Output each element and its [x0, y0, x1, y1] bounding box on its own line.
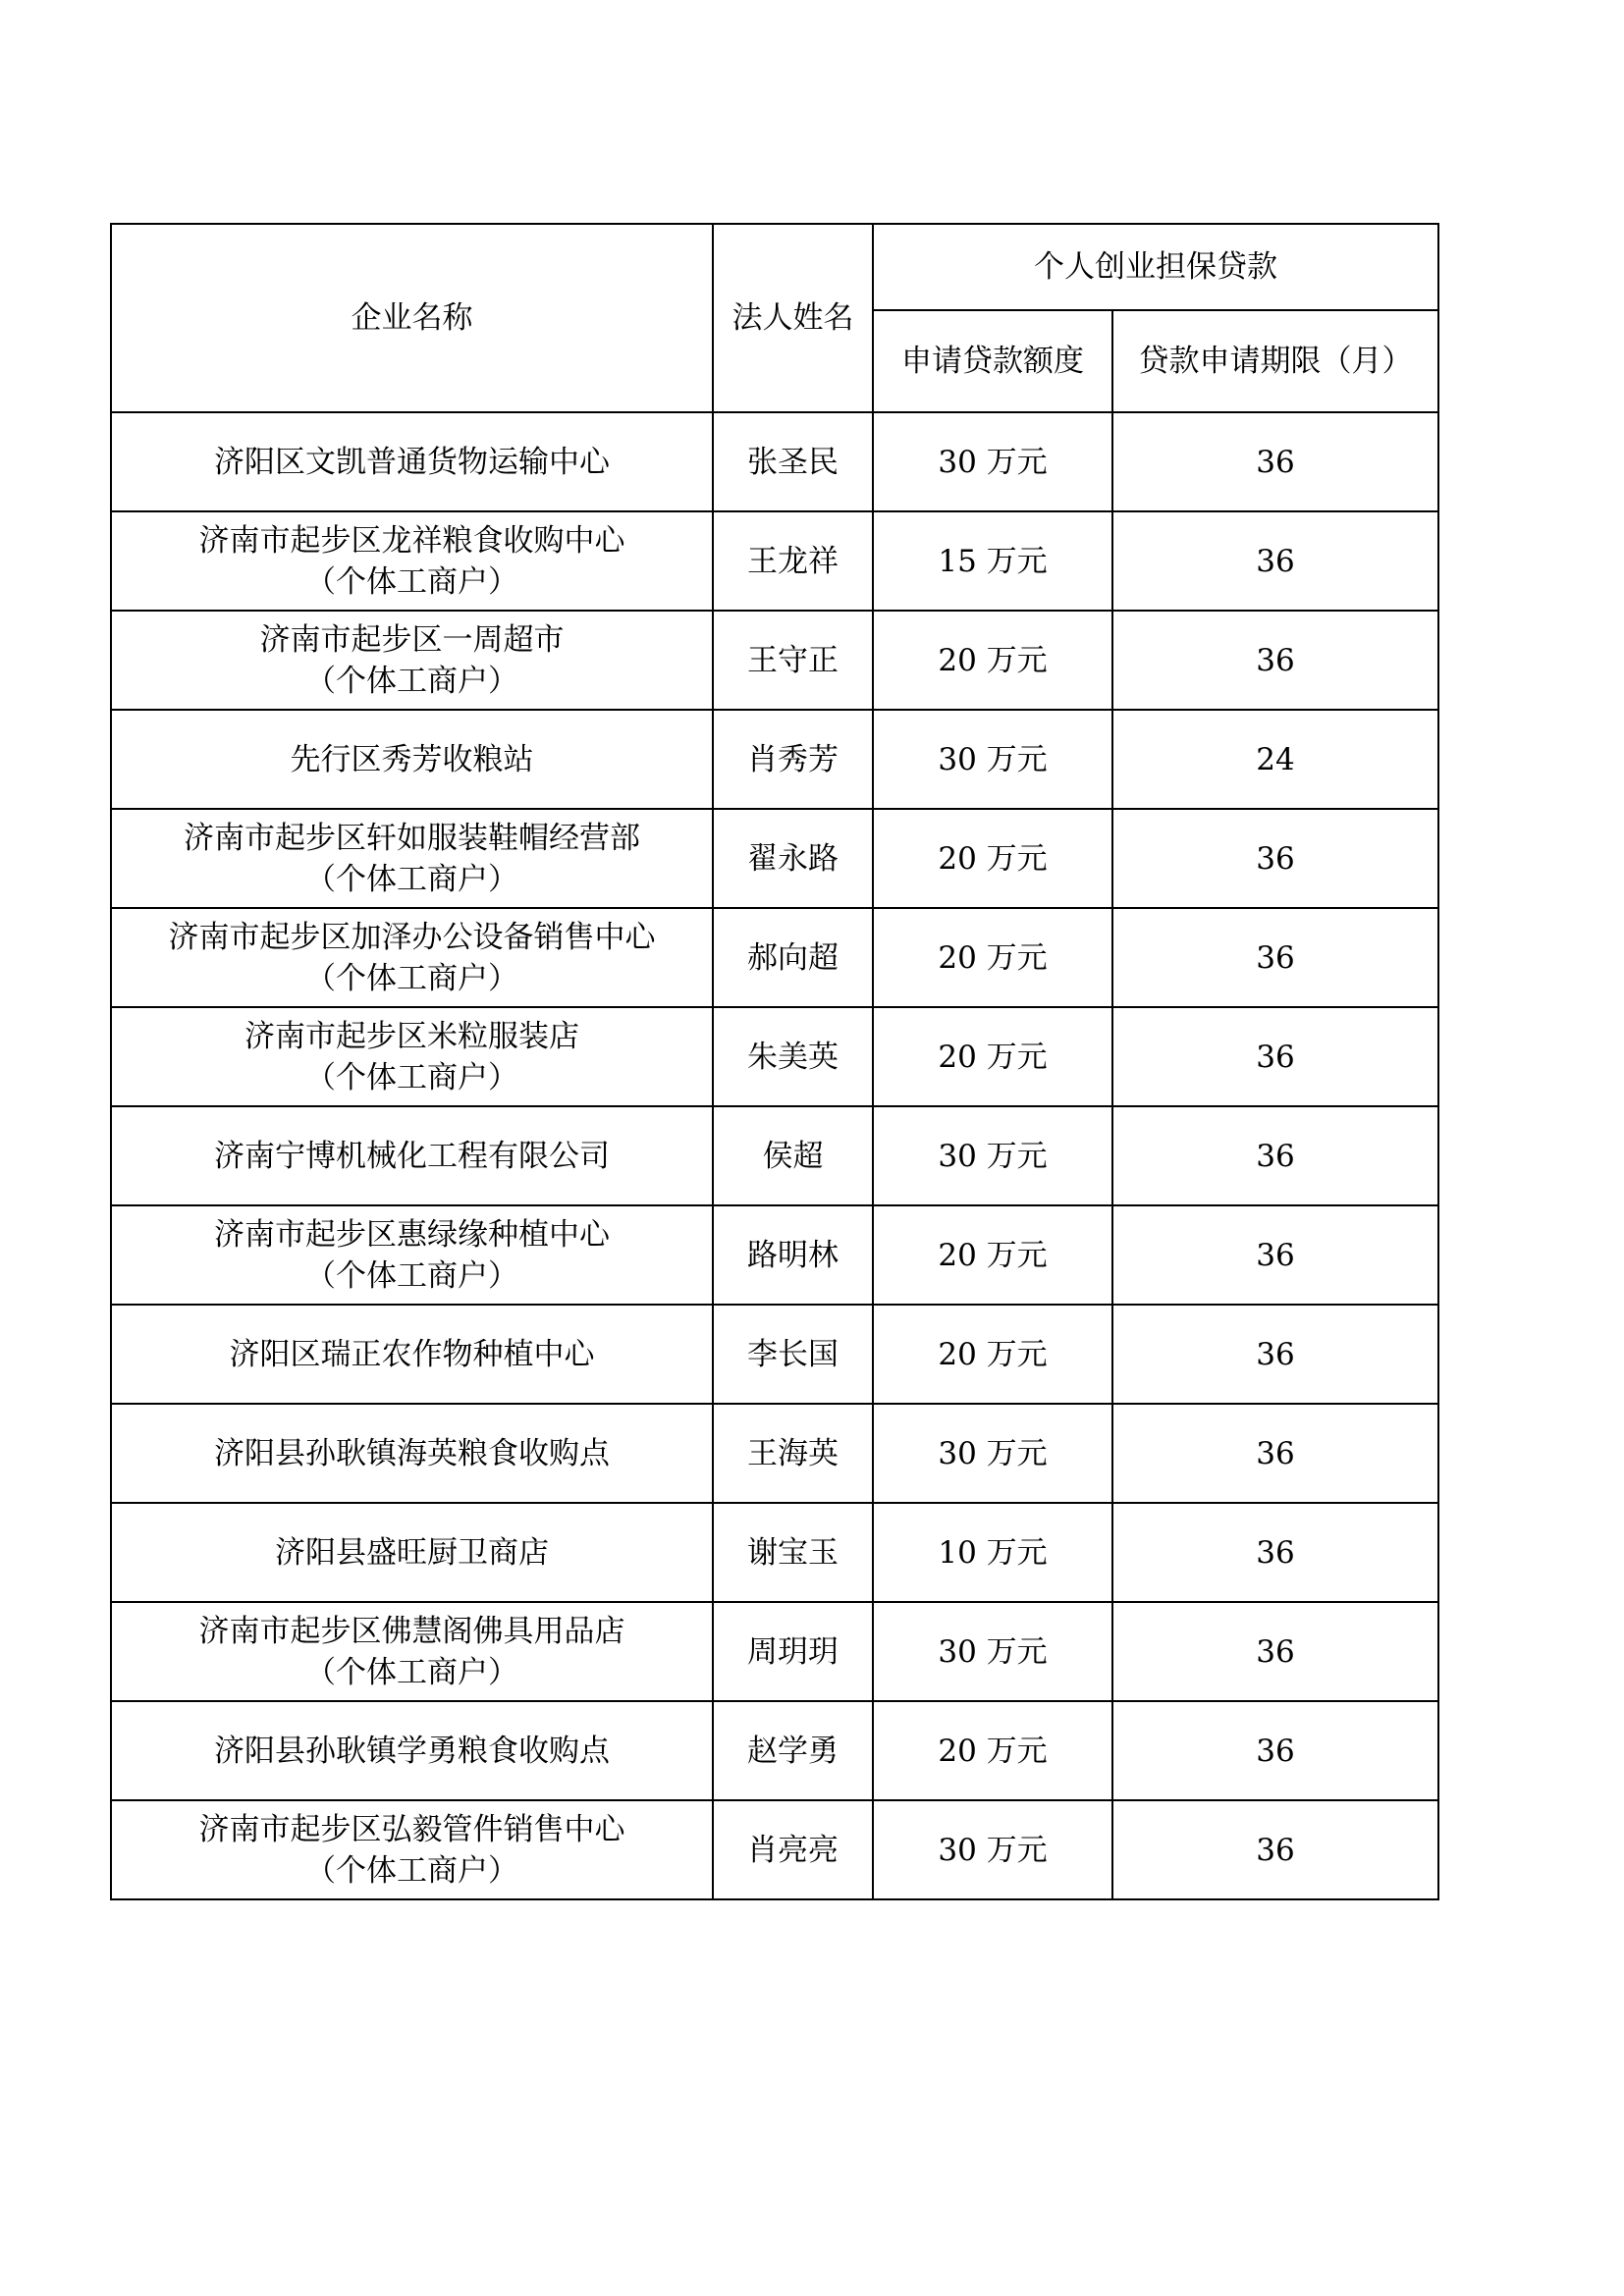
company-type-note: （个体工商户） — [305, 1852, 518, 1889]
legal-person-cell: 肖秀芳 — [713, 710, 873, 809]
loan-amount-cell: 20 万元 — [873, 809, 1112, 908]
loan-amount-cell: 30 万元 — [873, 412, 1112, 511]
company-name: 济南市起步区佛慧阁佛具用品店 — [198, 1613, 625, 1649]
loan-amount-cell: 20 万元 — [873, 1205, 1112, 1305]
header-company-name: 企业名称 — [111, 224, 713, 412]
loan-term-cell: 36 — [1112, 511, 1438, 611]
company-cell — [111, 1800, 713, 1899]
company-name: 济阳区文凯普通货物运输中心 — [214, 444, 610, 480]
header-legal-person: 法人姓名 — [713, 224, 873, 412]
company-cell — [111, 908, 713, 1007]
loan-amount-cell: 20 万元 — [873, 1305, 1112, 1404]
company-name: 济阳区瑞正农作物种植中心 — [229, 1336, 595, 1372]
header-loan-term: 贷款申请期限（月） — [1112, 310, 1438, 412]
loan-term-cell: 36 — [1112, 1106, 1438, 1205]
loan-table — [110, 223, 1439, 1900]
table-row — [111, 710, 1438, 809]
loan-term-cell: 36 — [1112, 809, 1438, 908]
company-type-note: （个体工商户） — [305, 960, 518, 996]
loan-term-cell: 36 — [1112, 1800, 1438, 1899]
table-row — [111, 511, 1438, 611]
loan-amount-cell: 30 万元 — [873, 1602, 1112, 1701]
loan-amount-cell: 20 万元 — [873, 908, 1112, 1007]
header-loan-group: 个人创业担保贷款 — [873, 224, 1438, 310]
legal-person-cell: 周玥玥 — [713, 1602, 873, 1701]
table-row — [111, 1106, 1438, 1205]
company-name: 济南市起步区轩如服装鞋帽经营部 — [184, 820, 640, 856]
company-name: 济南市起步区弘毅管件销售中心 — [198, 1811, 625, 1847]
loan-term-cell: 36 — [1112, 908, 1438, 1007]
table-row — [111, 1602, 1438, 1701]
company-type-note: （个体工商户） — [305, 861, 518, 897]
table-row — [111, 809, 1438, 908]
company-name: 济南市起步区米粒服装店 — [244, 1018, 579, 1054]
company-name: 济南市起步区惠绿缘种植中心 — [214, 1216, 610, 1253]
table-row — [111, 908, 1438, 1007]
company-name: 先行区秀芳收粮站 — [290, 741, 534, 777]
header-loan-amount: 申请贷款额度 — [873, 310, 1112, 412]
legal-person-cell: 赵学勇 — [713, 1701, 873, 1800]
loan-term-cell: 24 — [1112, 710, 1438, 809]
legal-person-cell: 翟永路 — [713, 809, 873, 908]
company-cell — [111, 412, 713, 511]
company-cell — [111, 1701, 713, 1800]
company-cell — [111, 1503, 713, 1602]
loan-amount-cell: 20 万元 — [873, 1007, 1112, 1106]
legal-person-cell: 侯超 — [713, 1106, 873, 1205]
company-name: 济阳县孙耿镇学勇粮食收购点 — [214, 1733, 610, 1769]
table-row — [111, 412, 1438, 511]
company-cell — [111, 1404, 713, 1503]
table-row — [111, 1205, 1438, 1305]
loan-amount-cell: 30 万元 — [873, 1106, 1112, 1205]
table-row — [111, 1305, 1438, 1404]
company-name: 济南市起步区一周超市 — [259, 621, 565, 658]
legal-person-cell: 肖亮亮 — [713, 1800, 873, 1899]
company-cell — [111, 511, 713, 611]
loan-term-cell: 36 — [1112, 1503, 1438, 1602]
legal-person-cell: 路明林 — [713, 1205, 873, 1305]
company-cell — [111, 1007, 713, 1106]
legal-person-cell: 朱美英 — [713, 1007, 873, 1106]
table-row — [111, 1503, 1438, 1602]
company-name: 济南市起步区加泽办公设备销售中心 — [168, 919, 656, 955]
loan-term-cell: 36 — [1112, 1404, 1438, 1503]
loan-term-cell: 36 — [1112, 1701, 1438, 1800]
legal-person-cell: 王龙祥 — [713, 511, 873, 611]
table-row — [111, 1007, 1438, 1106]
loan-term-cell: 36 — [1112, 611, 1438, 710]
loan-term-cell: 36 — [1112, 1602, 1438, 1701]
company-type-note: （个体工商户） — [305, 1059, 518, 1095]
legal-person-cell: 王海英 — [713, 1404, 873, 1503]
table-body — [111, 412, 1438, 1899]
company-name: 济阳县盛旺厨卫商店 — [275, 1534, 549, 1571]
loan-term-cell: 36 — [1112, 1205, 1438, 1305]
legal-person-cell: 郝向超 — [713, 908, 873, 1007]
legal-person-cell: 谢宝玉 — [713, 1503, 873, 1602]
company-name: 济南宁博机械化工程有限公司 — [214, 1138, 610, 1174]
table-row — [111, 1404, 1438, 1503]
company-cell — [111, 809, 713, 908]
company-name: 济南市起步区龙祥粮食收购中心 — [198, 522, 625, 559]
company-cell — [111, 1106, 713, 1205]
loan-amount-cell: 20 万元 — [873, 611, 1112, 710]
company-cell — [111, 1305, 713, 1404]
table-row — [111, 1701, 1438, 1800]
table-row — [111, 611, 1438, 710]
loan-amount-cell: 30 万元 — [873, 1800, 1112, 1899]
legal-person-cell: 王守正 — [713, 611, 873, 710]
company-cell — [111, 611, 713, 710]
loan-amount-cell: 30 万元 — [873, 1404, 1112, 1503]
loan-term-cell: 36 — [1112, 1305, 1438, 1404]
loan-amount-cell: 20 万元 — [873, 1701, 1112, 1800]
loan-amount-cell: 10 万元 — [873, 1503, 1112, 1602]
company-type-note: （个体工商户） — [305, 563, 518, 600]
company-cell — [111, 710, 713, 809]
company-cell — [111, 1205, 713, 1305]
loan-term-cell: 36 — [1112, 1007, 1438, 1106]
loan-amount-cell: 30 万元 — [873, 710, 1112, 809]
company-type-note: （个体工商户） — [305, 1257, 518, 1294]
loan-amount-cell: 15 万元 — [873, 511, 1112, 611]
company-name: 济阳县孙耿镇海英粮食收购点 — [214, 1435, 610, 1471]
company-type-note: （个体工商户） — [305, 663, 518, 699]
company-type-note: （个体工商户） — [305, 1654, 518, 1690]
company-cell — [111, 1602, 713, 1701]
legal-person-cell: 张圣民 — [713, 412, 873, 511]
table-row — [111, 1800, 1438, 1899]
legal-person-cell: 李长国 — [713, 1305, 873, 1404]
loan-term-cell: 36 — [1112, 412, 1438, 511]
